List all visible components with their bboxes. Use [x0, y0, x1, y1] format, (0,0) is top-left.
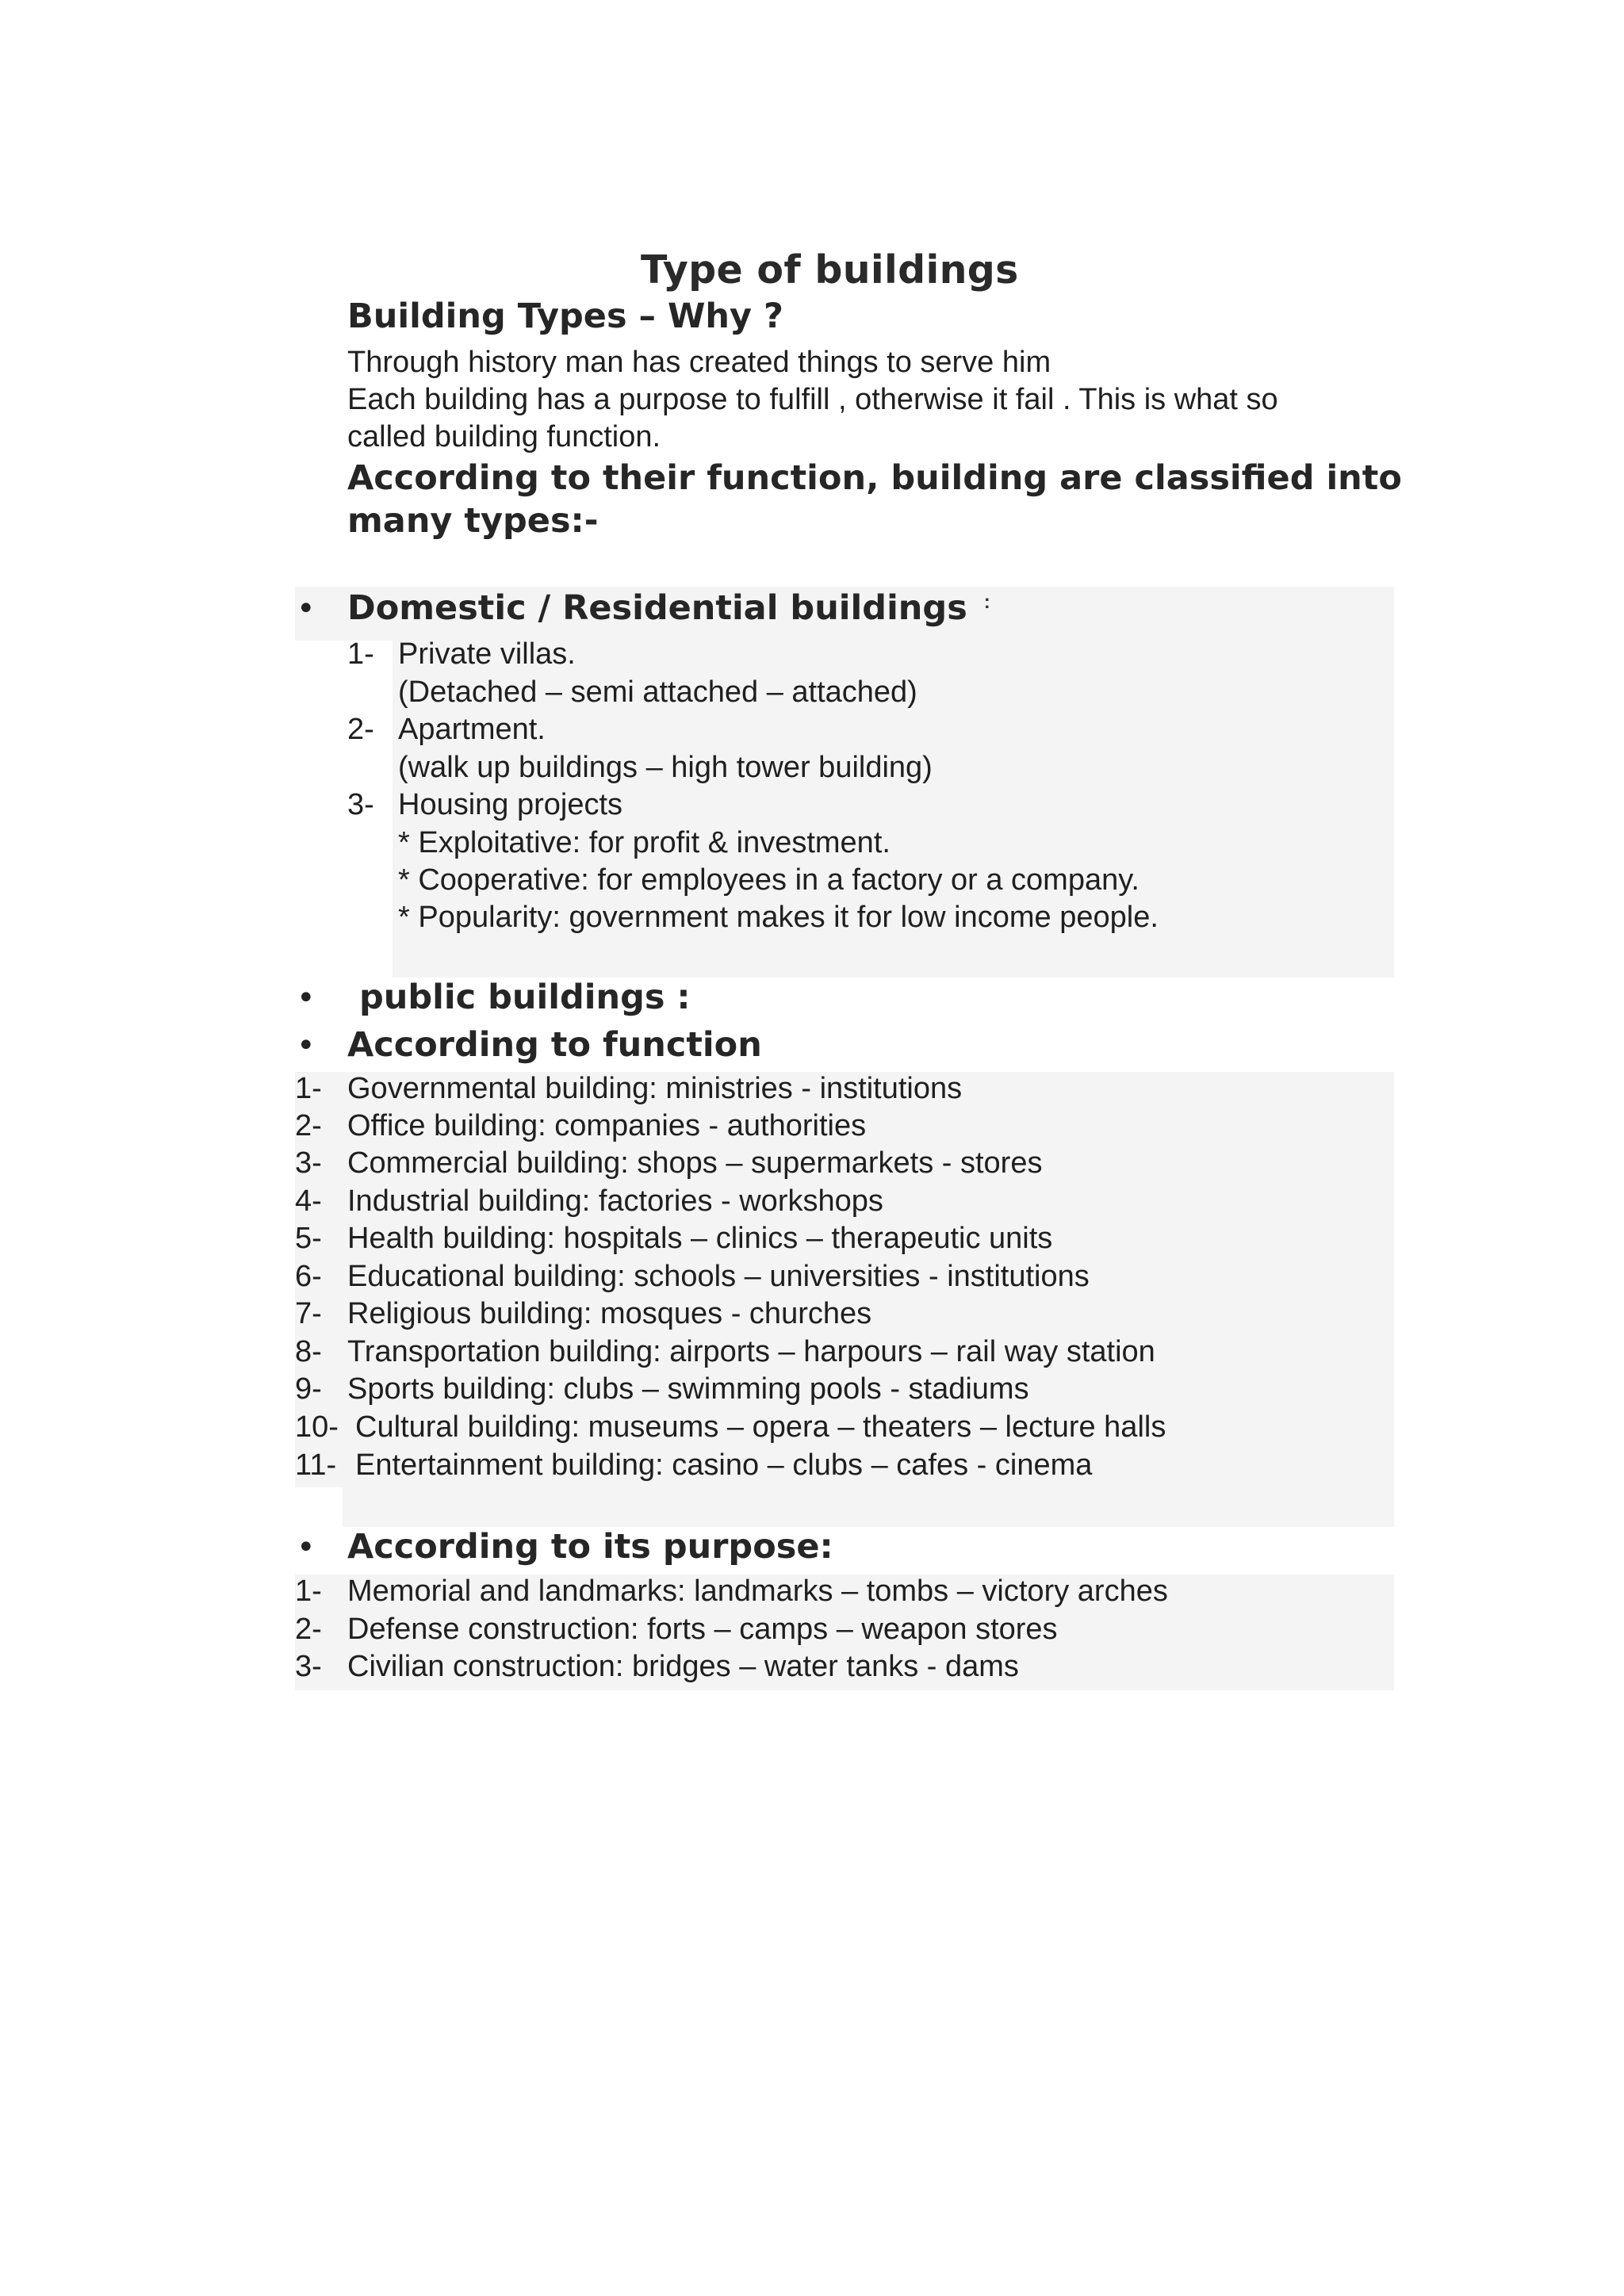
- function-item: [295, 1410, 1166, 1445]
- function-item: [295, 1372, 1029, 1406]
- bullet-icon: •: [297, 591, 316, 627]
- residential-item-1-detail: [398, 675, 917, 710]
- list-number: 11-: [295, 1448, 337, 1482]
- public-heading: public buildings :: [347, 978, 691, 1017]
- list-item-text: Housing projects: [398, 788, 623, 821]
- function-heading: According to function: [347, 1025, 762, 1065]
- function-item: [295, 1222, 1052, 1256]
- list-number: 9-: [295, 1372, 322, 1406]
- list-item-text: Industrial building: factories - workshops: [347, 1184, 883, 1218]
- list-number: 3-: [295, 1146, 322, 1180]
- list-item-text: Governmental building: ministries - institutions: [347, 1072, 963, 1105]
- intro-line-3: called building function.: [347, 420, 661, 453]
- function-item: [295, 1335, 1155, 1369]
- function-item: [295, 1260, 1090, 1294]
- list-number: 1-: [347, 637, 374, 671]
- residential-item-3-sub-1: [398, 826, 891, 860]
- function-item: [295, 1184, 883, 1219]
- list-item-text: Apartment.: [398, 713, 546, 746]
- list-item-text: (Detached – semi attached – attached): [398, 675, 917, 709]
- list-item-text: (walk up buildings – high tower building): [398, 751, 933, 784]
- page-title: Type of buildings: [641, 247, 1019, 293]
- function-shade-tail: [343, 1487, 1394, 1527]
- function-item: [295, 1297, 871, 1331]
- list-item-text: Civilian construction: bridges – water tanks - dams: [347, 1650, 1019, 1683]
- list-item-text: Commercial building: shops – supermarkets - stores: [347, 1146, 1043, 1180]
- list-item-text: * Popularity: government makes it for low income people.: [398, 901, 1159, 934]
- residential-heading-text: Domestic / Residential buildings: [347, 588, 967, 628]
- list-item-text: * Exploitative: for profit & investment.: [398, 826, 891, 859]
- bullet-icon: •: [297, 980, 316, 1016]
- residential-item-3-sub-3: [398, 901, 1159, 935]
- list-number: 3-: [347, 788, 374, 821]
- section-subtitle: Building Types – Why ?: [347, 297, 783, 336]
- classification-lead-1: According to their function, building are classified into: [347, 458, 1402, 498]
- residential-item-1: [347, 637, 576, 672]
- function-item: [295, 1109, 866, 1143]
- purpose-heading: According to its purpose:: [347, 1527, 833, 1567]
- list-number: 3-: [295, 1650, 322, 1683]
- residential-heading-colon: :: [983, 591, 990, 613]
- bullet-icon: •: [297, 1027, 316, 1064]
- list-number: 1-: [295, 1575, 322, 1608]
- list-item-text: Cultural building: museums – opera – theaters – lecture halls: [355, 1410, 1166, 1444]
- list-number: 5-: [295, 1222, 322, 1255]
- list-number: 2-: [295, 1613, 322, 1646]
- bullet-icon: •: [297, 1529, 316, 1566]
- function-item: [295, 1146, 1042, 1181]
- list-item-text: Transportation building: airports – harpours – rail way station: [347, 1335, 1155, 1368]
- list-item-text: Sports building: clubs – swimming pools - stadiums: [347, 1372, 1029, 1406]
- list-number: 8-: [295, 1335, 322, 1368]
- residential-item-3: [347, 788, 622, 822]
- list-item-text: * Cooperative: for employees in a factory or a company.: [398, 863, 1139, 897]
- residential-item-2: [347, 713, 546, 747]
- list-item-text: Office building: companies - authorities: [347, 1109, 867, 1142]
- list-item-text: Educational building: schools – universities - institutions: [347, 1260, 1090, 1293]
- purpose-item: [295, 1575, 1168, 1609]
- list-number: 10-: [295, 1410, 339, 1444]
- classification-lead-2: many types:-: [347, 501, 599, 541]
- list-number: 2-: [347, 713, 374, 746]
- list-number: 4-: [295, 1184, 322, 1218]
- residential-item-2-detail: [398, 751, 933, 785]
- function-item: [295, 1448, 1092, 1483]
- list-item-text: Memorial and landmarks: landmarks – tombs – victory arches: [347, 1575, 1168, 1608]
- list-number: 2-: [295, 1109, 322, 1142]
- list-item-text: Defense construction: forts – camps – weapon stores: [347, 1613, 1058, 1646]
- purpose-item: [295, 1650, 1019, 1684]
- list-item-text: Entertainment building: casino – clubs – cafes - cinema: [355, 1448, 1093, 1482]
- purpose-item: [295, 1613, 1058, 1647]
- list-item-text: Religious building: mosques - churches: [347, 1297, 872, 1330]
- list-number: 7-: [295, 1297, 322, 1330]
- list-number: 1-: [295, 1072, 322, 1105]
- function-item: [295, 1072, 962, 1106]
- residential-heading: [347, 588, 990, 628]
- list-item-text: Health building: hospitals – clinics – therapeutic units: [347, 1222, 1053, 1255]
- intro-line-1: Through history man has created things to serve him: [347, 346, 1051, 379]
- list-number: 6-: [295, 1260, 322, 1293]
- residential-item-3-sub-2: [398, 863, 1139, 897]
- intro-line-2: Each building has a purpose to fulfill , otherwise it fail . This is what so: [347, 383, 1278, 416]
- list-item-text: Private villas.: [398, 637, 576, 671]
